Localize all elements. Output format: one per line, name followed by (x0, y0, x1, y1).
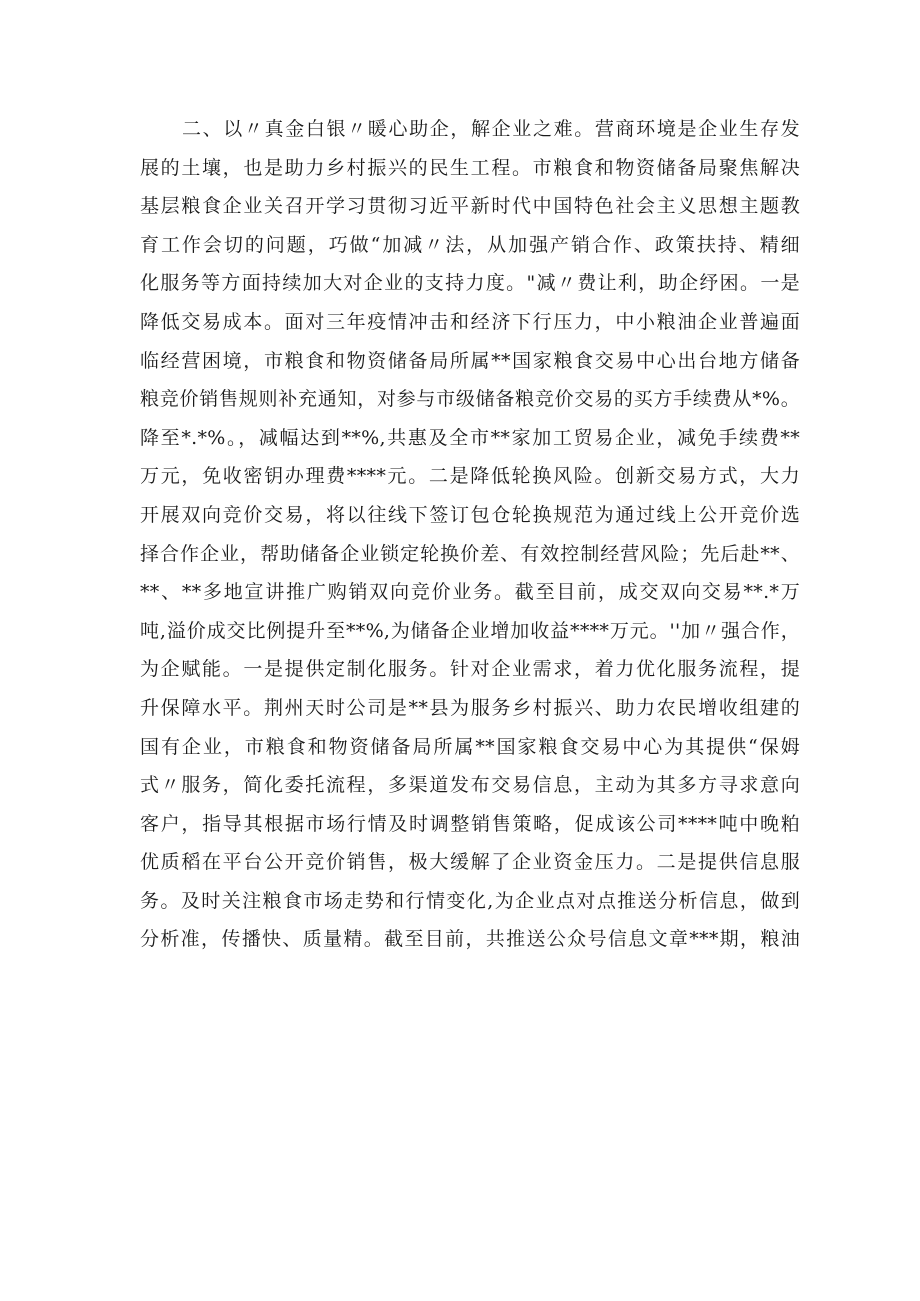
text-line: 展的土壤，也是助力乡村振兴的民生工程。市粮食和物资储备局聚焦解决 (140, 156, 800, 179)
text-line: 务。及时关注粮食市场走势和行情变化,为企业点对点推送分析信息，做到 (140, 889, 800, 912)
text-line: 式〃服务，简化委托流程，多渠道发布交易信息，主动为其多方寻求意向 (140, 774, 800, 797)
text-line: 择合作企业，帮助储备企业锁定轮换价差、有效控制经营风险；先后赴**、 (140, 542, 800, 565)
text-line: 国有企业，市粮食和物资储备局所属**国家粮食交易中心为其提供“保姆 (140, 735, 800, 758)
text-line: 开展双向竞价交易，将以往线下签订包仓轮换规范为通过线上公开竞价选 (140, 503, 800, 526)
text-line: 分析准，传播快、质量精。截至目前，共推送公众号信息文章***期，粮油 (140, 928, 800, 951)
text-line: 优质稻在平台公开竞价销售，极大缓解了企业资金压力。二是提供信息服 (140, 851, 800, 874)
text-line: 客户，指导其根据市场行情及时调整销售策略，促成该公司****吨中晚粕 (140, 812, 800, 835)
text-line: 基层粮食企业关召开学习贯彻习近平新时代中国特色社会主义思想主题教 (140, 195, 800, 218)
text-line: 为企赋能。一是提供定制化服务。针对企业需求，着力优化服务流程，提 (140, 658, 800, 681)
text-line: 育工作会切的问题，巧做“加减〃法，从加强产销合作、政策扶持、精细 (140, 233, 800, 256)
text-line: 降低交易成本。面对三年疫情冲击和经济下行压力，中小粮油企业普遍面 (140, 310, 800, 333)
text-line: 降至*.*%。，减幅达到**%,共惠及全市**家加工贸易企业，减免手续费** (140, 426, 800, 449)
text-line: **、**多地宣讲推广购销双向竞价业务。截至目前，成交双向交易**.*万 (140, 581, 800, 604)
body-paragraph (140, 110, 800, 959)
text-line: 临经营困境，市粮食和物资储备局所属**国家粮食交易中心出台地方储备 (140, 349, 800, 372)
text-line: 粮竞价销售规则补充通知，对参与市级储备粮竞价交易的买方手续费从*%。 (140, 388, 800, 411)
text-line: 吨,溢价成交比例提升至**%,为储备企业增加收益****万元。''加〃强合作， (140, 619, 800, 642)
text-line: 升保障水平。荆州天时公司是**县为服务乡村振兴、助力农民增收组建的 (140, 696, 800, 719)
text-line: 二、以〃真金白银〃暖心助企，解企业之难。营商环境是企业生存发 (182, 118, 800, 140)
text-line: 化服务等方面持续加大对企业的支持力度。"减〃费让利，助企纾困。一是 (140, 272, 800, 295)
text-line: 万元，免收密钥办理费****元。二是降低轮换风险。创新交易方式，大力 (140, 465, 800, 488)
